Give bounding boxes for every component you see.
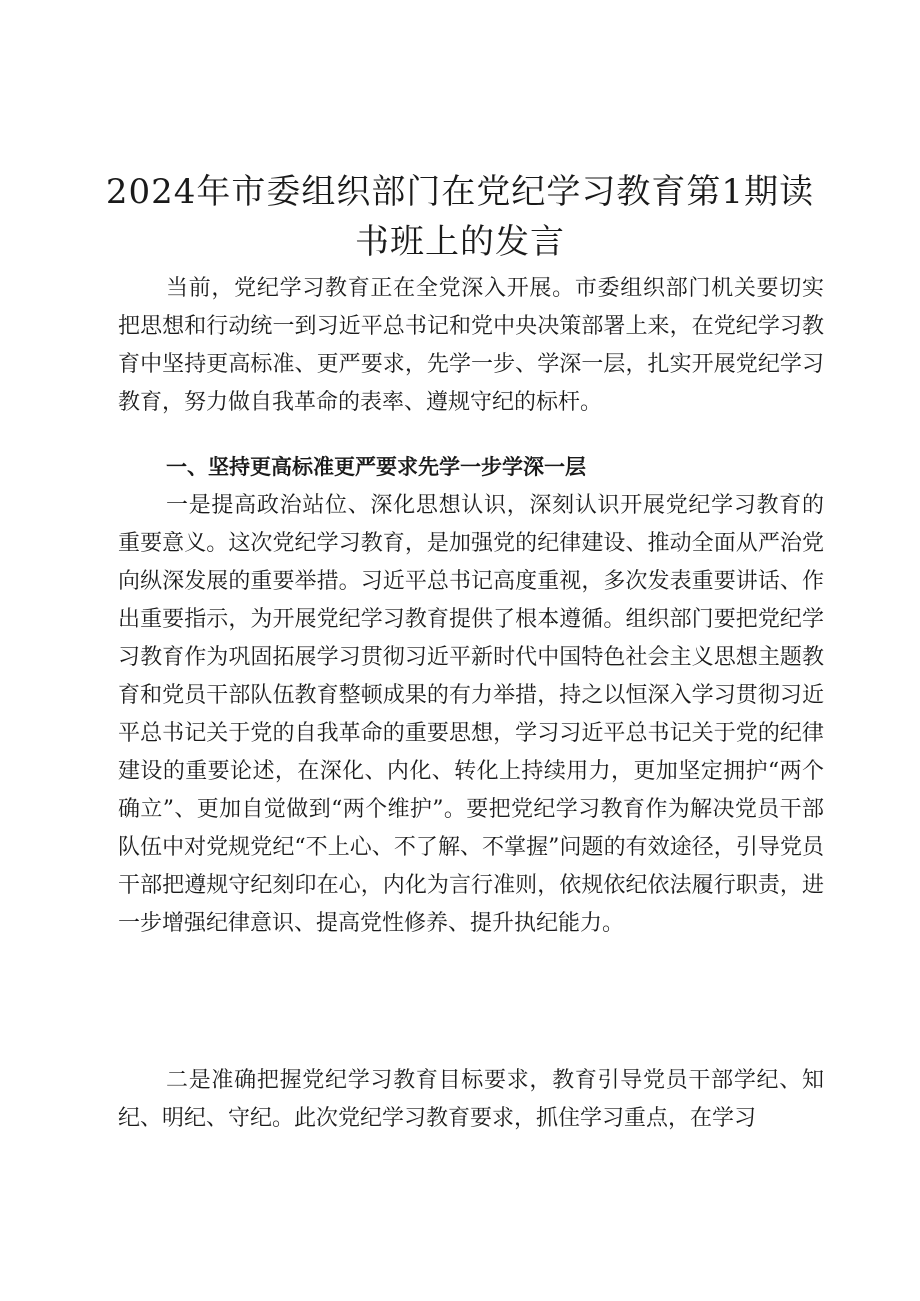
paragraph-point-2: 二是准确把握党纪学习教育目标要求，教育引导党员干部学纪、知纪、明纪、守纪。此次党纪学习教育要求，抓住学习重点，在学习 — [118, 1068, 824, 1131]
section-heading-1: 一、坚持更高标准更严要求先学一步学深一层 — [166, 455, 586, 479]
paragraph-point-1: 一是提高政治站位、深化思想认识，深刻认识开展党纪学习教育的重要意义。这次党纪学习教育，是加强党的纪律建设、推动全面从严治党向纵深发展的重要举措。习近平总书记高度重视，多次发表重要讲话、作出重要指示，为开展党纪学习教育提供了根本遵循。组织部门要把党纪学习教育作为巩固拓展学习贯彻习近平新时代中国特色社会主义思想主题教育和党员干部队伍教育整顿成果的有力举措，持之以恒深入学习贯彻习近平总书记关于党的自我革命的重要思想，学习习近平总书记关于党的纪律建设的重要论述，在深化、内化、转化上持续用力，更加坚定拥护“两个确立”、更加自觉做到“两个维护”。要把党纪学习教育作为解决党员干部队伍中对党规党纪“不上心、不了解、不掌握”问题的有效途径，引导党员干部把遵规守纪刻印在心，内化为言行准则，依规依纪依法履行职责，进一步增强纪律意识、提高党性修养、提升执纪能力。 — [118, 493, 824, 936]
paragraph-intro: 当前，党纪学习教育正在全党深入开展。市委组织部门机关要切实把思想和行动统一到习近平总书记和党中央决策部署上来，在党纪学习教育中坚持更高标准、更严要求，先学一步、学深一层，扎实开展党纪学习教育，努力做自我革命的表率、遵规守纪的标杆。 — [118, 276, 824, 415]
document-title-line-1: 2024年市委组织部门在党纪学习教育第1期读 — [105, 172, 815, 212]
document-title-line-2: 书班上的发言 — [355, 222, 565, 262]
